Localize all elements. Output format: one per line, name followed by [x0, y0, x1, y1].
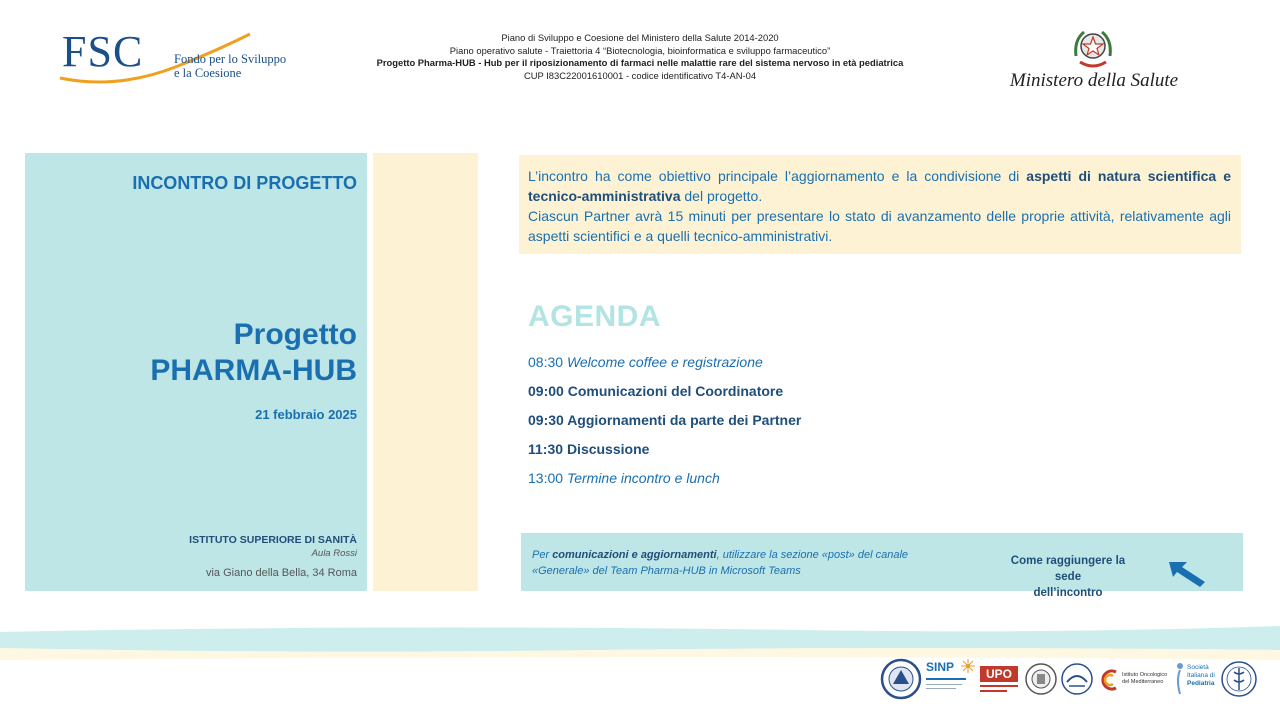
project-title-line2: PHARMA-HUB — [150, 354, 357, 387]
sip-name-line1: Società — [1187, 664, 1209, 671]
objective-text-start: L’incontro ha come obiettivo principale l’aggiornamento e la condivisione di — [528, 168, 1027, 184]
agenda-time: 13:00 — [528, 470, 564, 486]
event-date: 21 febbraio 2025 — [255, 407, 357, 422]
decorative-strip — [373, 153, 478, 591]
sip-figure-icon — [1174, 662, 1186, 696]
sinp-subtext-line — [926, 688, 956, 689]
info-text-bold: comunicazioni e aggiornamenti — [552, 549, 717, 561]
directions-line2: dell’incontro — [1033, 587, 1103, 599]
venue-address: via Giano della Bella, 34 Roma — [205, 567, 357, 579]
agenda-time: 09:30 — [528, 412, 564, 428]
fsc-logo — [58, 28, 288, 88]
header-line-1: Piano di Sviluppo e Coesione del Ministero della Salute 2014-2020 — [501, 32, 779, 43]
upo-logo — [980, 666, 1018, 694]
sip-logo — [1174, 660, 1216, 700]
communications-note — [532, 547, 912, 579]
objective-text-end: del progetto. — [680, 188, 763, 204]
event-type-heading: INCONTRO DI PROGETTO — [132, 173, 357, 193]
info-text-end: , utilizzare la sezione «post» del canale «Generale» del Team Pharma-HUB in Microsoft Teams — [532, 549, 909, 577]
sinp-subtext-line — [926, 684, 962, 685]
agenda-text: Discussione — [566, 441, 650, 457]
agenda-item — [528, 352, 1128, 381]
ios-name — [1122, 672, 1167, 686]
sinp-name: SINP — [926, 660, 955, 674]
venue-name: ISTITUTO SUPERIORE DI SANITÀ — [189, 534, 357, 546]
communications-info-box — [521, 533, 1243, 599]
event-info-panel — [25, 153, 367, 591]
ministry-name: Ministero della Salute — [1009, 70, 1179, 91]
objective-paragraph-1 — [528, 166, 1231, 206]
meeting-objective — [519, 155, 1241, 254]
sinp-flower-icon — [960, 658, 976, 674]
agenda-item — [528, 468, 1128, 497]
sip-name-line2: Italiana di — [1187, 672, 1215, 679]
arrow-pointer-icon[interactable] — [1167, 558, 1207, 588]
agenda-time: 09:00 — [528, 383, 564, 399]
ios-name-line2: del Mediterraneo — [1122, 679, 1164, 685]
ios-mark-icon — [1098, 668, 1122, 692]
iss-seal-icon — [1220, 658, 1258, 700]
fsc-letters: FSC — [62, 27, 144, 76]
agenda-title: AGENDA — [528, 300, 662, 333]
sinp-underline — [926, 678, 966, 680]
agenda-text: Aggiornamenti da parte dei Partner — [567, 412, 802, 428]
directions-line1: Come raggiungere la sede — [1010, 555, 1126, 583]
institute-seal-icon — [1060, 662, 1094, 696]
sip-name-line3: Pediatria — [1187, 680, 1215, 687]
directions-link[interactable] — [1005, 553, 1131, 601]
agenda-item — [528, 381, 1128, 410]
ministry-logo — [996, 26, 1192, 96]
sinp-logo — [926, 660, 974, 700]
upo-subtext-line — [980, 690, 1007, 692]
venue-room: Aula Rossi — [311, 548, 357, 559]
fsc-logo-text — [174, 52, 286, 80]
agenda-item — [528, 410, 1128, 439]
agenda-text: Welcome coffee e registrazione — [566, 354, 763, 370]
university-seal-icon — [880, 658, 922, 700]
partner-logos — [880, 656, 1260, 702]
objective-text-bold: aspetti di natura scientifica e tecnico-amministrativa — [528, 168, 1232, 204]
info-text-start: Per — [532, 549, 553, 561]
project-title — [150, 317, 357, 389]
agenda-text: Comunicazioni del Coordinatore — [567, 383, 784, 399]
objective-paragraph-2: Ciascun Partner avrà 15 minuti per presentare lo stato di avanzamento delle proprie attività, relativamente agli aspetti scientifici e a quelli tecnico-amministrativi. — [528, 208, 1231, 244]
ios-name-line1: Istituto Oncologico — [1122, 672, 1168, 678]
project-title-line1: Progetto — [233, 318, 357, 351]
agenda-time: 11:30 — [528, 441, 564, 457]
fsc-line2: e la Coesione — [174, 66, 242, 80]
header-line-4: CUP I83C22001610001 - codice identificativo T4-AN-04 — [523, 69, 757, 81]
header-line-2: Piano operativo salute - Traiettoria 4 “Biotecnologia, bioinformatica e sviluppo farmaceutico” — [449, 44, 831, 56]
agenda-list — [528, 352, 1128, 497]
university-crest-icon — [1024, 662, 1058, 696]
fsc-line1: Fondo per lo Sviluppo — [174, 52, 287, 66]
agenda-item — [528, 439, 1128, 468]
upo-subtext-line — [980, 685, 1018, 687]
italian-emblem-icon — [1070, 26, 1116, 70]
upo-name: UPO — [980, 666, 1018, 682]
ios-logo — [1098, 666, 1170, 696]
agenda-time: 08:30 — [528, 354, 564, 370]
header-line-3: Progetto Pharma-HUB - Hub per il riposizionamento di farmaci nelle malattie rare del sistema nervoso in età pediatrica — [376, 57, 904, 68]
header-project-info — [330, 32, 950, 82]
sip-name — [1187, 664, 1215, 688]
agenda-text: Termine incontro e lunch — [566, 470, 720, 486]
